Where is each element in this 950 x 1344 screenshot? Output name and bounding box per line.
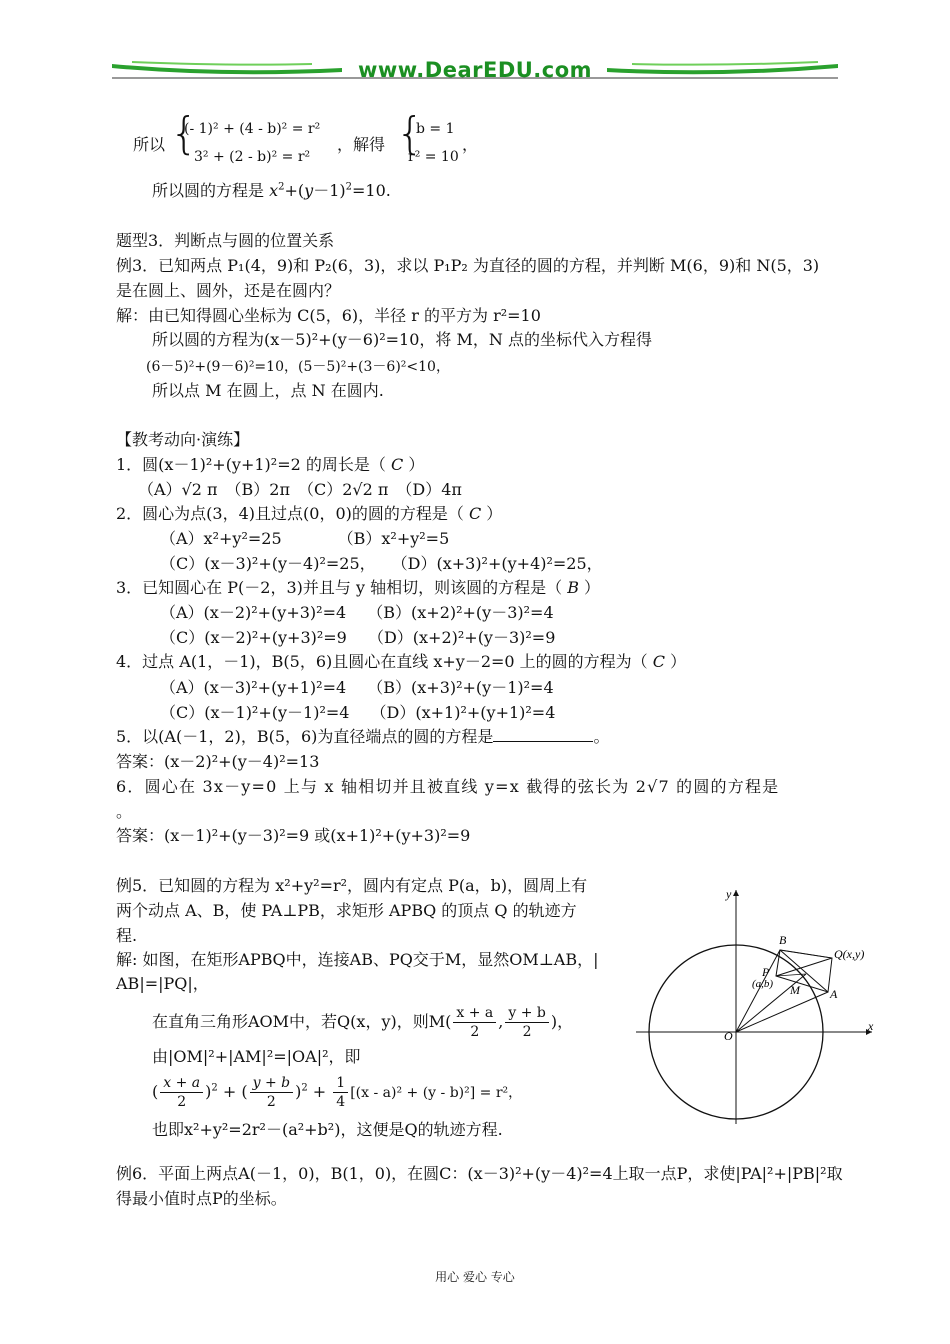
section-title-3: 题型3．判断点与圆的位置关系 [116, 231, 335, 250]
solution5-line1: 解: 如图，在矩形APBQ中，连接AB、PQ交于M，显然OM⊥AB，| [116, 950, 599, 969]
point-m-label: M [790, 983, 800, 997]
solution3-line1: 解：由已知得圆心坐标为 C(5，6)，半径 r 的平方为 r²=10 [116, 306, 541, 325]
sys-eq2: 3² + (2 - b)² = r² [194, 149, 311, 165]
x-axis-label: x [868, 1019, 874, 1033]
segment-ob [736, 950, 780, 1032]
point-b-label: B [779, 933, 787, 947]
segment-oa [736, 992, 828, 1032]
example5-line2: 两个动点 A、B，使 PA⊥PB，求矩形 APBQ 的顶点 Q 的轨迹方 [116, 901, 577, 920]
fraction: $\frac{y + b}{2}$ [505, 1004, 549, 1041]
segment-pq [776, 958, 832, 976]
sys-mid: ，解得 [337, 135, 386, 154]
question-4-options-cd: （C）(x－1)²+(y－1)²=4 （D）(x+1)²+(y+1)²=4 [160, 703, 556, 722]
point-q-label: Q(x,y) [834, 947, 865, 961]
solution5-line3: 在直角三角形AOM中，若Q(x，y)，则M( $\frac{x + a}{2}$ , $\frac{y + b}{2}$ )， [152, 1005, 574, 1040]
question-2-options-ab: （A）x²+y²=25 （B）x²+y²=5 [160, 529, 450, 548]
question-1-options: （A）√2 π （B）2π （C）2√2 π （D）4π [138, 480, 462, 499]
sys-eq1: (- 1)² + (4 - b)² = r² [184, 121, 321, 137]
question-4-options-ab: （A）(x－3)²+(y+1)²=4 （B）(x+3)²+(y－1)²=4 [160, 678, 554, 697]
fraction: $\frac{y + b}{2}$ [250, 1074, 294, 1111]
fraction: $\frac{x + a}{2}$ [160, 1074, 203, 1111]
solution5-line5: ( $\frac{x + a}{2}$ )$^2$ + ( $\frac{y + b}{2}$ )$^2$ + $\frac{1}{4}$ [(x - a)² + (y - b)²] = r²， [152, 1075, 523, 1110]
point-p-coords: (a,b) [752, 978, 774, 990]
point-a-label: A [830, 987, 838, 1001]
answer-5: 答案：(x－2)²+(y－4)²=13 [116, 752, 320, 771]
circle-diagram [636, 884, 882, 1126]
solution5-line4: 由|OM|²+|AM|²=|OA|²，即 [152, 1047, 361, 1066]
page-footer: 用心 爱心 专心 [435, 1270, 515, 1284]
sys-prefix: 所以 [133, 135, 166, 154]
question-6-end: 。 [116, 802, 133, 821]
solution3-line3: (6－5)²+(9－6)²=10，(5－5)²+(3－6)²<10， [146, 359, 450, 375]
point-p-label: P [762, 965, 770, 979]
example5-line1: 例5．已知圆的方程为 x²+y²=r²，圆内有定点 P(a，b)，圆周上有 [116, 876, 588, 895]
question-5: 5．以(A(－1，2)，B(5，6)为直径端点的圆的方程是 。 [116, 727, 610, 746]
question-2-options-cd: （C）(x－3)²+(y－4)²=25， （D）(x+3)²+(y+4)²=25， [160, 554, 603, 573]
question-1: 1．圆(x－1)²+(y+1)²=2 的周长是（ C ） [116, 455, 425, 474]
header-banner [112, 44, 838, 90]
example3-line2: 是在圆上、圆外，还是在圆内？ [116, 281, 341, 300]
solution5-line2: AB|=|PQ|， [116, 974, 209, 993]
example5-line3: 程. [116, 926, 138, 945]
question-6: 6．圆心在 3x－y=0 上与 x 轴相切并且被直线 y=x 截得的弦长为 2√7 的圆的方程是 [116, 777, 780, 796]
question-4: 4．过点 A(1，－1)，B(5，6)且圆心在直线 x+y－2=0 上的圆的方程为（ C ） [116, 652, 687, 671]
question-2: 2．圆心为点(3，4)且过点(0，0)的圆的方程是（ C ） [116, 504, 503, 523]
solution5-line6: 也即x²+y²=2r²－(a²+b²)，这便是Q的轨迹方程. [152, 1120, 503, 1139]
sys-sol2: r² = 10 [408, 149, 459, 165]
question-3-options-ab: （A）(x－2)²+(y+3)²=4 （B）(x+2)²+(y－3)²=4 [160, 603, 554, 622]
question-3: 3．已知圆心在 P(－2，3)并且与 y 轴相切，则该圆的方程是（ B ） [116, 578, 601, 597]
example6-line1: 例6．平面上两点A(－1，0)，B(1，0)，在圆C：(x－3)²+(y－4)²=4上取一点P，求使|PA|²+|PB|²取 [116, 1164, 843, 1183]
conclusion-line: 所以圆的方程是 $x^2+(y-1)^2=10$. [152, 181, 391, 200]
solution3-line2: 所以圆的方程为(x－5)²+(y－6)²=10，将 M，N 点的坐标代入方程得 [152, 330, 652, 349]
answer-6: 答案：(x－1)²+(y－3)²=9 或(x+1)²+(y+3)²=9 [116, 826, 471, 845]
solution3-line4: 所以点 M 在圆上，点 N 在圆内. [152, 381, 384, 400]
y-axis-label: y [726, 887, 732, 901]
site-logo: www.DearEDU.com [357, 58, 593, 82]
origin-label: O [724, 1029, 733, 1043]
example6-line2: 得最小值时点P的坐标。 [116, 1189, 287, 1208]
sys-sol1: b = 1 [416, 121, 455, 137]
fraction: $\frac{1}{4}$ [333, 1074, 348, 1111]
answer-blank [493, 727, 593, 742]
sys-end: ， [462, 135, 479, 154]
practice-section-title: 【教考动向·演练】 [116, 430, 250, 449]
brace-left-2: { [396, 108, 424, 159]
brace-left-1: { [170, 108, 198, 159]
example3-line1: 例3．已知两点 P₁(4，9)和 P₂(6，3)，求以 P₁P₂ 为直径的圆的方程，并判断 M(6，9)和 N(5，3) [116, 256, 820, 275]
fraction: $\frac{x + a}{2}$ [453, 1004, 496, 1041]
question-3-options-cd: （C）(x－2)²+(y+3)²=9 （D）(x+2)²+(y－3)²=9 [160, 628, 556, 647]
